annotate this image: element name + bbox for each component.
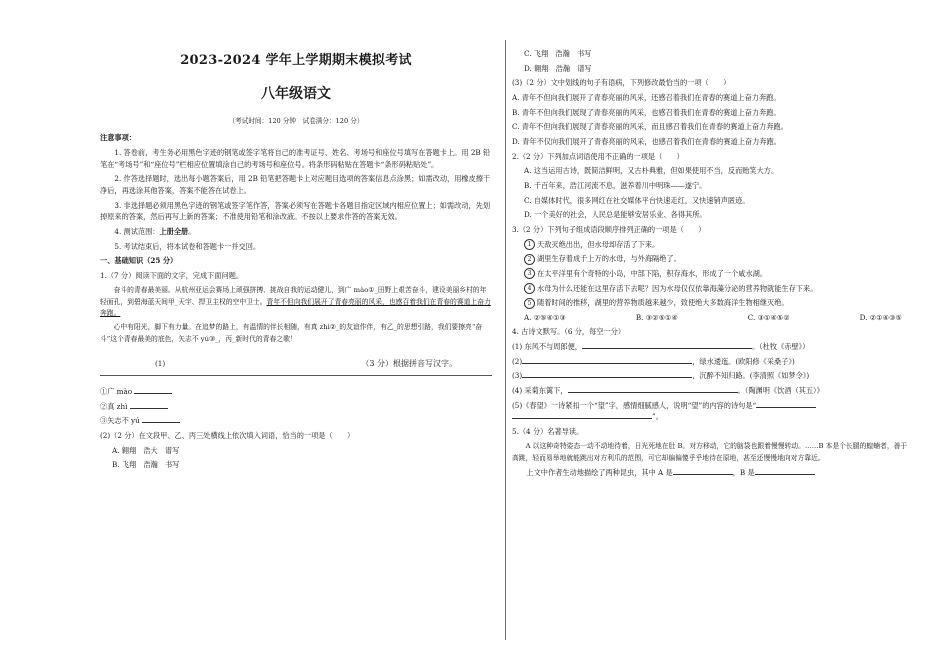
pinyin-label-2: ②真 zhì — [100, 401, 128, 411]
exam-subtitle: 八年级语文 — [261, 86, 331, 103]
q4-item-post: ，沉醉不知归路。(李清照《如梦令》) — [692, 371, 810, 381]
q5-passage: A 以这种奇特姿态一动不动地待着，日光死地在肚 B。对方移动，它的脑袋也跟着慢慢转动。……B 本是个长腿的蝗蝻者，善于高跳，轻而易举地就能跳出对方利爪的范围，可它却偏偏傻乎乎地待在原地，甚至还慢慢地向对方靠近。 — [512, 441, 908, 462]
answer-blank[interactable] — [142, 415, 180, 423]
q4-item-pre: (1) 东风不与周郎便， — [512, 342, 582, 352]
exam-title: 2023-2024 学年上学期期末模拟考试 — [180, 53, 412, 68]
q1-sub-label: (1) — [155, 359, 166, 369]
q3-text: (3)（2 分）文中划线的句子有语病，下列修改最恰当的一项（ ） — [512, 78, 731, 88]
note-item-4 — [100, 226, 492, 238]
q3-sentence-text: 天敌灭绝出出，但水母却存活了下来。 — [537, 239, 660, 249]
q4-item-4 — [512, 385, 912, 397]
divider-line — [100, 375, 492, 376]
passage-p1-text: 奋斗的青春最美丽。从杭州亚运会赛场上顽强拼搏、挑战自我的运动健儿，到广 mào①_田野上艰苦奋斗，建设美丽乡村的年轻面孔，到碧海蓝天间甲_天宇、捍卫主权的空中卫士。 — [100, 285, 487, 306]
q4-item-post: 。（杜牧《赤壁》） — [751, 342, 810, 352]
q4-item5-text: (5)《春望》一诗紧扣一个“望”字，感情细腻感人，说明“望”的内容的诗句是“ — [512, 400, 757, 410]
q2-option-b: B. 飞翔 浩瀚 书写 — [112, 460, 180, 470]
circled-number: 2 — [524, 254, 535, 265]
q2-option-c: C. 飞翔 浩瀚 书写 — [524, 49, 592, 58]
q1-sub-header — [100, 358, 492, 371]
question-2-option-b: B. 千百年来，浩江河流不息，滋养着川中明珠——遂宁。 — [524, 180, 707, 190]
pinyin-item-1 — [100, 386, 492, 398]
question-3-text: 3.（2 分）下列句子组成语段顺序排列正确的一项是（ ） — [512, 224, 706, 234]
answer-blank[interactable] — [568, 385, 738, 393]
answer-blank[interactable] — [512, 411, 652, 419]
q1-sub-text: （3 分）根据拼音写汉字。 — [361, 359, 457, 369]
q3-answer-d: D. ②①④③⑤ — [859, 312, 902, 322]
pinyin-label-1: ①广 mào — [100, 387, 133, 397]
q4-item-3 — [512, 370, 912, 382]
q3-answer-c: C. ③①④⑤② — [747, 312, 790, 322]
question-2-option-c: C. 自媒体时代，很多网红在社交媒体平台快速走红，又快速销声匿迹。 — [524, 195, 750, 205]
q3-sentence-text: 湖里生存着成千上万的水母，与外海隔绝了。 — [537, 254, 681, 264]
question-2-option-d: D. 一个美好的社会，人民总是能够安居乐业、各得其所。 — [524, 210, 707, 220]
q3-sentence-text: 水母为什么还能在这里存活下去呢？因为水母仅仅依靠海藻分泌的营养物就能生存下来。 — [537, 283, 818, 293]
question-2-text: 2.（2 分）下列加点词语使用不正确的一项是（ ） — [512, 151, 684, 161]
pinyin-item-2 — [100, 401, 492, 413]
q4-item-pre: (2) — [512, 356, 523, 366]
q3-sentence-2 — [512, 253, 912, 265]
q3-sentence-5 — [512, 297, 912, 309]
note-item-4-prefix: 4. 测试范围： — [114, 226, 160, 236]
answer-blank[interactable] — [130, 401, 168, 409]
answer-blank[interactable] — [522, 370, 692, 378]
q2-option-d: D. 翱翔 浩瀚 谱写 — [524, 63, 592, 73]
note-item-4-suffix: 。 — [188, 226, 196, 236]
q3-option-b: B. 青年不但向我们展现了青春亮丽的风采，也感召着我们在青春的赛道上奋力奔跑。 — [512, 107, 781, 117]
note-item-2: 2. 作答选择题时，选出每小题答案后，用 2B 铅笔把答题卡上对应题目选项的答案信息点涂黑；如需改动，用橡皮擦干净后，再选涂其他答案，答案不能答在试卷上。 — [100, 174, 491, 196]
q4-item-2 — [512, 356, 912, 368]
exam-info: （考试时间：120 分钟 试卷满分：120 分） — [228, 116, 364, 125]
q3-sentence-3 — [512, 268, 912, 280]
q4-item5-end: ”。 — [652, 412, 663, 422]
note-item-4-bold: 上册全册 — [159, 226, 189, 236]
q4-item-pre: (3) — [512, 371, 523, 381]
answer-blank[interactable] — [522, 356, 692, 364]
q3-answer-a: A. ②⑤④①③ — [524, 312, 566, 322]
q3-answer-b: B. ③②⑤①④ — [635, 312, 678, 322]
note-item-3: 3. 非选择题必须用黑色字迹的钢笔或签字笔作答，答案必须写在答题卡各题目指定区域内相应位置上；如需改动，先划掉原来的答案，然后再写上新的答案；不准使用铅笔和涂改液。不按以上要求作答的答案无效。 — [100, 200, 491, 222]
q3-sentence-text: 随着时间的推移，湖里的营养物质越来越少，致使绝大多数海洋生物相继灭绝。 — [537, 298, 789, 308]
reading-passage-2: 心中有阳光，脚下有力量。在追梦的路上，有温情的伴长相随，有真 zhì②_的友谊作伴，有乙_的思想引路，我们要擦亮“奋斗”这个青春最美的底色，矢志不 yú③_，丙_新时代的青春之歌！ — [100, 323, 483, 344]
q3-answer-options — [512, 312, 912, 324]
q3-sentence-1 — [512, 239, 912, 251]
q3-sentence-4 — [512, 283, 912, 295]
left-column — [100, 48, 492, 474]
pinyin-label-3: ③矢志不 yú — [100, 416, 140, 426]
q4-item-pre: (4) 采菊东篱下， — [512, 386, 568, 396]
passage-p1-underlined: 青年不但向我们展开了青春亮丽的风采，也感召着我们在青春的赛道上奋力奔跑。 — [100, 297, 491, 318]
q3-sentence-text: 在太平洋里有个奇特的小岛，中部下陷，积存海水，形成了一个咸水湖。 — [537, 268, 768, 278]
q4-item-5 — [512, 400, 912, 423]
column-divider — [505, 40, 506, 640]
answer-blank[interactable] — [582, 341, 752, 349]
section1-heading: 一、基础知识（25 分） — [100, 256, 178, 266]
q3-option-d: D. 青年不仅向我们展开了青春亮丽的风采，也感召着我们在青春的赛道上奋力奔跑。 — [512, 136, 781, 146]
q5-text: 5.（4 分）名著导读。 — [512, 427, 584, 437]
q2-option-a: A. 翱翔 浩大 谱写 — [112, 445, 180, 455]
q4-item-1 — [512, 341, 912, 353]
q4-item-post: ，绿水逶迤。(欧阳修《采桑子》) — [692, 356, 795, 366]
note-item-5: 5. 考试结束后，将本试卷和答题卡一并交回。 — [114, 241, 261, 251]
q5-tail-text: 上文中作者生动地描绘了两种昆虫，其中 A 是 — [526, 467, 673, 477]
q4-item-post: 。（陶渊明《饮酒（其五）》 — [737, 386, 824, 396]
q1-intro: 1.（7 分）阅读下面的文字，完成下面问题。 — [100, 270, 244, 280]
pinyin-item-3 — [100, 415, 492, 427]
circled-number: 5 — [524, 298, 535, 309]
q5-tail — [512, 467, 912, 479]
question-2-option-a: A. 这当运用古诗，既简洁鲜明，又古朴典雅，但如果使用不当，反而贻笑大方。 — [524, 166, 779, 176]
q5-tail-b: ，B 是 — [732, 467, 755, 477]
circled-number: 1 — [524, 239, 535, 250]
answer-blank[interactable] — [756, 400, 816, 408]
right-column — [512, 48, 912, 481]
q3-option-c: C. 青年不但向我们展现了青春亮丽的风采，而且感召着我们在青春的赛道上奋力奔跑。 — [512, 122, 788, 132]
note-item-1: 1. 答卷前，考生务必用黑色字迹的钢笔或签字笔将自己的准考证号、姓名、考场号和座位号填写在答题卡上。用 2B 铅笔在“考场号”和“座位号”栏相应位置填涂自己的考场号和座位号。将条形码粘贴在答题卡“条形码粘贴处”。 — [100, 148, 491, 169]
reading-passage-1 — [100, 285, 492, 321]
answer-blank[interactable] — [673, 467, 733, 475]
answer-blank[interactable] — [134, 386, 172, 394]
answer-blank[interactable] — [755, 467, 815, 475]
circled-number: 3 — [524, 268, 535, 279]
q3-option-a: A. 青年不但向我们展开了青春亮丽的风采，还感召着我们在青春的赛道上奋力奔跑。 — [512, 92, 781, 102]
circled-number: 4 — [524, 283, 535, 294]
notes-heading: 注意事项： — [100, 133, 136, 143]
q2-text: (2)（2 分）在文段甲、乙、丙三处横线上依次填入词语，恰当的一项是（ ） — [100, 430, 355, 440]
q4-text: 4. 古诗文默写。（6 分，每空一分） — [512, 327, 626, 337]
